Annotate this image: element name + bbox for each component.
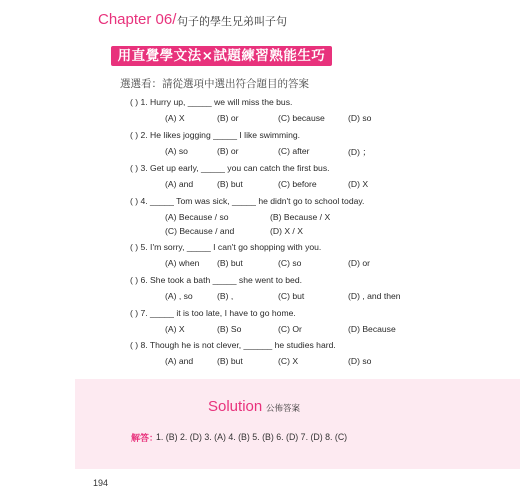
q4-option-d: (D) X / X	[270, 226, 303, 236]
solution-title: Solution	[208, 398, 263, 415]
q6-option-b: (B) ,	[217, 291, 234, 301]
solution-panel	[75, 379, 520, 469]
chapter-subtitle: 句子的學生兄弟叫子句	[177, 15, 287, 28]
q4-option-a: (A) Because / so	[165, 212, 229, 222]
q2-option-c: (C) after	[278, 146, 310, 156]
question-8: ( ) 8. Though he is not clever, ______ he studies hard.	[130, 340, 336, 350]
q8-option-d: (D) so	[348, 356, 372, 366]
chapter-heading: Chapter 06/	[98, 11, 177, 28]
question-7: ( ) 7. _____ it is too late, I have to go home.	[130, 308, 296, 318]
q8-option-c: (C) X	[278, 356, 299, 366]
q4-option-c: (C) Because / and	[165, 226, 235, 236]
question-5: ( ) 5. I'm sorry, _____ I can't go shopping with you.	[130, 242, 322, 252]
question-3: ( ) 3. Get up early, _____ you can catch the first bus.	[130, 163, 330, 173]
q1-option-c: (C) because	[278, 113, 325, 123]
q2-option-a: (A) so	[165, 146, 188, 156]
q7-option-c: (C) Or	[278, 324, 302, 334]
q1-option-b: (B) or	[217, 113, 239, 123]
answer-label: 解答：	[131, 434, 159, 444]
q1-option-a: (A) X	[165, 113, 185, 123]
q3-option-c: (C) before	[278, 179, 317, 189]
q5-option-b: (B) but	[217, 258, 243, 268]
q5-option-d: (D) or	[348, 258, 370, 268]
q6-option-c: (C) but	[278, 291, 305, 301]
exercise-banner: 用直覺學文法×試題練習熟能生巧	[111, 46, 332, 66]
q1-option-d: (D) so	[348, 113, 372, 123]
q3-option-a: (A) and	[165, 179, 194, 189]
q6-option-a: (A) , so	[165, 291, 193, 301]
page-number: 194	[93, 478, 109, 488]
q3-option-b: (B) but	[217, 179, 243, 189]
q6-option-d: (D) , and then	[348, 291, 401, 301]
q4-option-b: (B) Because / X	[270, 212, 331, 222]
q2-option-b: (B) or	[217, 146, 239, 156]
q7-option-d: (D) Because	[348, 324, 396, 334]
question-4: ( ) 4. _____ Tom was sick, _____ he didn't go to school today.	[130, 196, 365, 206]
q8-option-a: (A) and	[165, 356, 194, 366]
answer-list: 1. (B) 2. (D) 3. (A) 4. (B) 5. (B) 6. (D) 7. (D) 8. (C)	[156, 432, 348, 442]
q7-option-a: (A) X	[165, 324, 185, 334]
solution-subtitle: 公佈答案	[266, 404, 301, 414]
q5-option-c: (C) so	[278, 258, 302, 268]
q8-option-b: (B) but	[217, 356, 243, 366]
q5-option-a: (A) when	[165, 258, 200, 268]
q3-option-d: (D) X	[348, 179, 369, 189]
q2-option-d: (D) ；	[348, 147, 371, 157]
question-2: ( ) 2. He likes jogging _____ I like swimming.	[130, 130, 301, 140]
instruction-text: 選選看：請從選項中選出符合題目的答案	[120, 78, 309, 90]
question-6: ( ) 6. She took a bath _____ she went to bed.	[130, 275, 302, 285]
q7-option-b: (B) So	[217, 324, 242, 334]
question-1: ( ) 1. Hurry up, _____ we will miss the bus.	[130, 97, 293, 107]
